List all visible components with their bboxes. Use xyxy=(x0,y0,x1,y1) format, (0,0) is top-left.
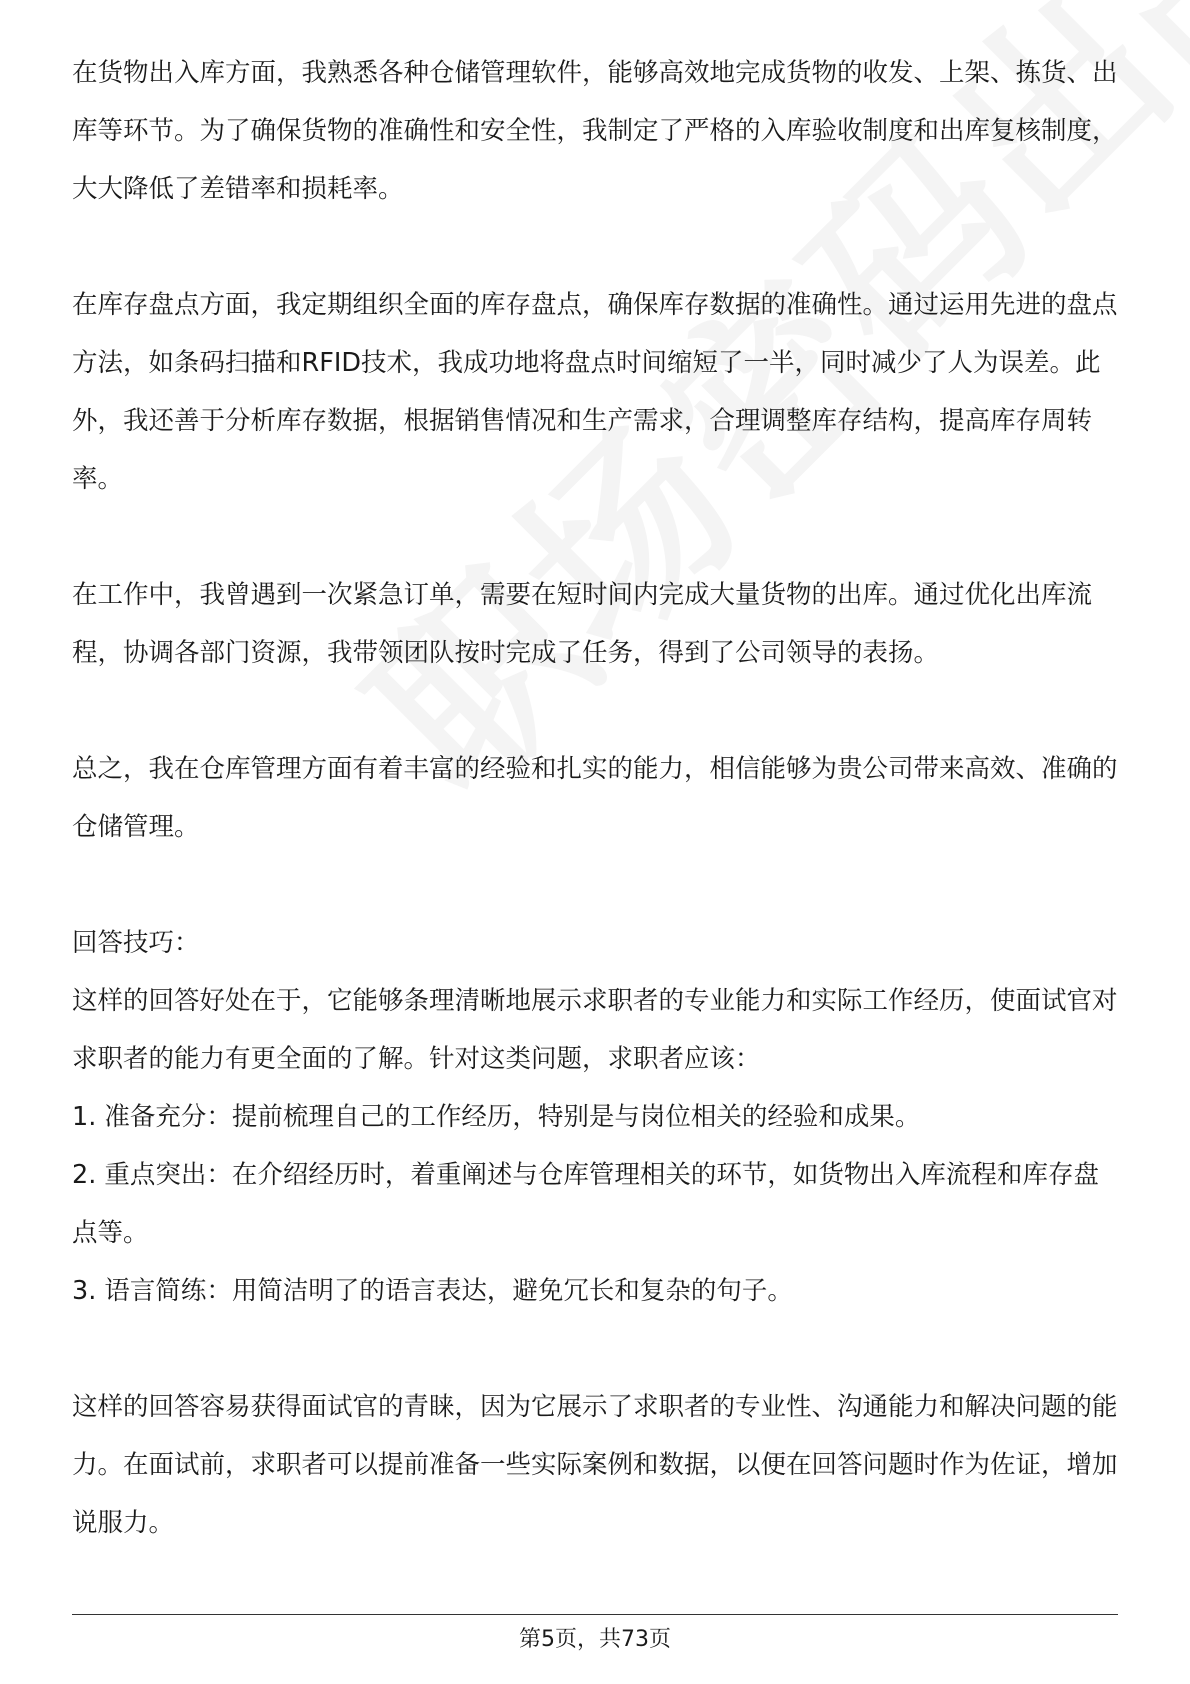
tips-intro: 这样的回答好处在于，它能够条理清晰地展示求职者的专业能力和实际工作经历，使面试官对求职者的能力有更全面的了解。针对这类问题，求职者应该： xyxy=(72,986,1118,1074)
paragraph-urgent-order: 在工作中，我曾遇到一次紧急订单，需要在短时间内完成大量货物的出库。通过优化出库流程，协调各部门资源，我带领团队按时完成了任务，得到了公司领导的表扬。 xyxy=(72,580,1093,668)
tips-item: 2. 重点突出：在介绍经历时，着重阐述与仓库管理相关的环节，如货物出入库流程和库存盘点等。 xyxy=(72,1160,1099,1248)
tips-item: 3. 语言简练：用简洁明了的语言表达，避免冗长和复杂的句子。 xyxy=(72,1276,793,1306)
tips-item: 1. 准备充分：提前梳理自己的工作经历，特别是与岗位相关的经验和成果。 xyxy=(72,1102,921,1132)
answer-tips-section xyxy=(72,914,1122,1320)
paragraph-inventory-count: 在库存盘点方面，我定期组织全面的库存盘点，确保库存数据的准确性。通过运用先进的盘点方法，如条码扫描和RFID技术，我成功地将盘点时间缩短了一半，同时减少了人为误差。此外，我还善于分析库存数据，根据销售情况和生产需求，合理调整库存结构，提高库存周转率。 xyxy=(72,290,1118,494)
paragraph-inbound-outbound: 在货物出入库方面，我熟悉各种仓储管理软件，能够高效地完成货物的收发、上架、拣货、出库等环节。为了确保货物的准确性和安全性，我制定了严格的入库验收制度和出库复核制度，大大降低了差错率和损耗率。 xyxy=(72,58,1118,204)
paragraph-summary: 总之，我在仓库管理方面有着丰富的经验和扎实的能力，相信能够为贵公司带来高效、准确的仓储管理。 xyxy=(72,754,1118,842)
paragraph-closing: 这样的回答容易获得面试官的青睐，因为它展示了求职者的专业性、沟通能力和解决问题的能力。在面试前，求职者可以提前准备一些实际案例和数据，以便在回答问题时作为佐证，增加说服力。 xyxy=(72,1392,1118,1538)
tips-heading: 回答技巧： xyxy=(72,928,200,958)
page-number: 第5页，共73页 xyxy=(519,1627,671,1652)
document-body xyxy=(72,44,1122,1610)
footer-divider xyxy=(72,1614,1118,1615)
